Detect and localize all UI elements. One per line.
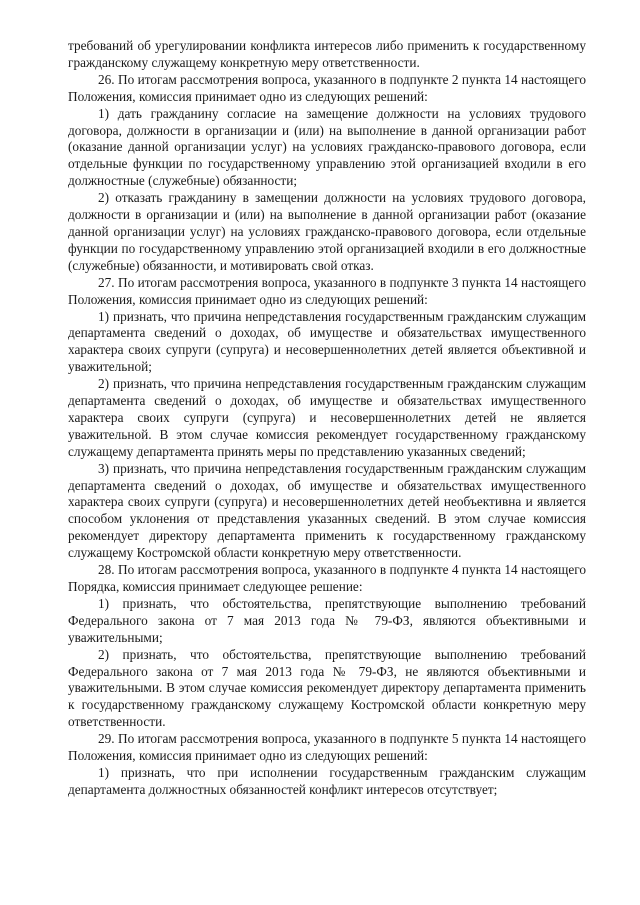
paragraph-27-option-2: 2) признать, что причина непредставления государственным гражданским служащим департамента сведений о доходах, об имуществе и обязательствах имущественного характера своих супруги (супруга) и несовершеннолетних детей не является уважительной. В этом случае комиссия рекомендует государственному гражданскому служащему департамента принять меры по представлению указанных сведений; (68, 376, 586, 459)
paragraph-26-option-1: 1) дать гражданину согласие на замещение должности на условиях трудового договора, должности в организации и (или) на выполнение в данной организации работ (оказание данной организации услуг) на условиях гражданско-правового договора, если отдельные функции по государственному управлению этой организацией входили в его должностные (служебные) обязанности; (68, 105, 586, 189)
paragraph-item-26: 26. По итогам рассмотрения вопроса, указанного в подпункте 2 пункта 14 настоящего Положения, комиссия принимает одно из следующих решений: (68, 71, 586, 104)
paragraph-29-option-1: 1) признать, что при исполнении государственным гражданским служащим департамента должностных обязанностей конфликт интересов отсутствует; (68, 764, 586, 797)
paragraph-item-29: 29. По итогам рассмотрения вопроса, указанного в подпункте 5 пункта 14 настоящего Положения, комиссия принимает одно из следующих решений: (68, 731, 586, 764)
paragraph-item-27: 27. По итогам рассмотрения вопроса, указанного в подпункте 3 пункта 14 настоящего Положения, комиссия принимает одно из следующих решений: (68, 274, 586, 307)
paragraph-item-28: 28. По итогам рассмотрения вопроса, указанного в подпункте 4 пункта 14 настоящего Порядка, комиссия принимает следующее решение: (68, 562, 586, 594)
paragraph-28-option-2: 2) признать, что обстоятельства, препятствующие выполнению требований Федерального закона от 7 мая 2013 года № 79-ФЗ, не являются объективными и уважительными. В этом случае комиссия рекомендует директору департамента применить к государственному гражданскому служащему Костромской области конкретную меру ответственности. (68, 646, 586, 730)
paragraph-27-option-3: 3) признать, что причина непредставления государственным гражданским служащим департамента сведений о доходах, об имуществе и обязательствах имущественного характера своих супруги (супруга) и несовершеннолетних детей необъективна и является способом уклонения от представления указанных сведений. В этом случае комиссия рекомендует директору департамента применить к государственному гражданскому служащему Костромской области конкретную меру ответственности. (68, 460, 586, 561)
paragraph-26-option-2: 2) отказать гражданину в замещении должности на условиях трудового договора, должности в организации и (или) на выполнение в данной организации работ (оказание данной организации услуг) на условиях гражданско-правового договора, если отдельные функции по государственному управлению этой организацией входили в его должностные (служебные) обязанности, и мотивировать свой отказ. (68, 190, 586, 273)
paragraph-28-option-1: 1) признать, что обстоятельства, препятствующие выполнению требований Федерального закона от 7 мая 2013 года № 79-ФЗ, являются объективными и уважительными; (68, 595, 586, 645)
paragraph-continuation: требований об урегулировании конфликта интересов либо применить к государственному гражданскому служащему конкретную меру ответственности. (68, 38, 586, 70)
paragraph-27-option-1: 1) признать, что причина непредставления государственным гражданским служащим департамента сведений о доходах, об имуществе и обязательствах имущественного характера своих супруги (супруга) и несовершеннолетних детей является объективной и уважительной; (68, 308, 586, 375)
document-body (68, 38, 586, 799)
